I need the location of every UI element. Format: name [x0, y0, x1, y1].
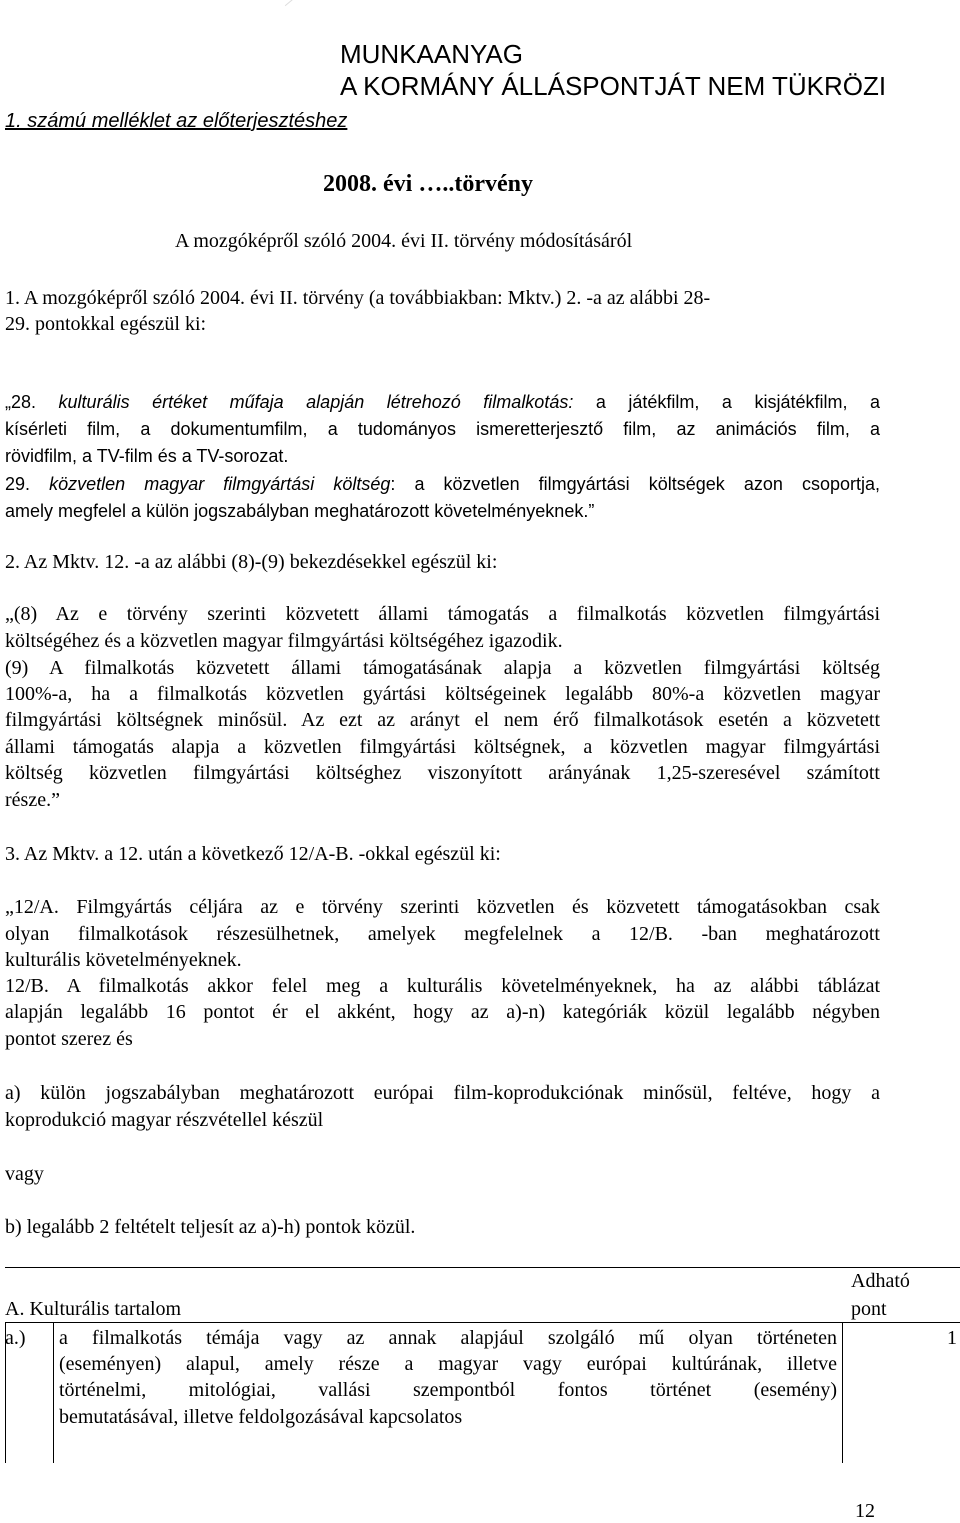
point-28-term: kulturális értéket műfaja alapján létrehozó filmalkotás:: [58, 392, 574, 412]
point-29-text: : a közvetlen filmgyártási költségek azon csoportja,: [390, 474, 880, 494]
or-label: vagy: [5, 1163, 44, 1185]
law-subtitle: A mozgóképről szóló 2004. évi II. törvény módosításáról: [175, 230, 633, 252]
condition-b-line: b) legalább 2 feltételt teljesít az a)-h) pontok közül.: [5, 1216, 416, 1238]
annex-label: 1. számú melléklet az előterjesztéshez: [5, 110, 348, 132]
para-9-line-3: filmgyártási költségnek minősül. Az ezt az arányt el nem érő filmalkotások esetén a közvetett: [5, 709, 880, 731]
para-12a-line-3: kulturális követelményeknek.: [5, 949, 242, 971]
para-9-line-5: költség közvetlen filmgyártási költséghez viszonyított arányának 1,25-szeresével számított: [5, 762, 880, 784]
table-header-left: A. Kulturális tartalom: [5, 1298, 182, 1320]
point-29-line-1: [5, 471, 880, 497]
point-29-line-2: amely megfelel a külön jogszabályban meghatározott követelményeknek.”: [5, 501, 595, 521]
table-header-points-1: Adható: [851, 1270, 910, 1292]
table-header-points-2: pont: [851, 1298, 887, 1320]
row-a-text-line-4: bemutatásával, illetve feldolgozásával kapcsolatos: [59, 1406, 463, 1428]
row-a-points: 1: [947, 1327, 957, 1349]
para-12b-line-1: 12/B. A filmalkotás akkor felel meg a kulturális követelményeknek, ha az alábbi táblázat: [5, 975, 880, 997]
draft-label: MUNKAANYAG: [340, 39, 523, 69]
para-12a-line-1: „12/A. Filmgyártás céljára az e törvény szerinti közvetlen és közvetett támogatásokban csak: [5, 896, 880, 918]
para-12b-line-3: pontot szerez és: [5, 1028, 133, 1050]
condition-a-line-1: a) külön jogszabályban meghatározott európai film-koprodukciónak minősül, feltéve, hogy a: [5, 1082, 880, 1104]
para-9-line-1: (9) A filmalkotás közvetett állami támogatásának alapja a közvetlen filmgyártási költség: [5, 657, 880, 679]
section-2-line: 2. Az Mktv. 12. -a az alábbi (8)-(9) bekezdésekkel egészül ki:: [5, 551, 498, 573]
table-col-divider-1: [53, 1322, 54, 1463]
row-a-text-line-1: a filmalkotás témája vagy az annak alapjául szolgáló mű olyan történeten: [59, 1327, 837, 1349]
point-28-line-2: kísérleti film, a dokumentumfilm, a tudományos ismeretterjesztő film, az animációs film, a: [5, 419, 880, 439]
para-8-line-1: „(8) Az e törvény szerinti közvetett állami támogatás a filmalkotás közvetlen filmgyártási: [5, 603, 880, 625]
section-1-line-1: 1. A mozgóképről szóló 2004. évi II. törvény (a továbbiakban: Mktv.) 2. -a az alábbi 28-: [5, 287, 711, 309]
point-29-term: közvetlen magyar filmgyártási költség: [49, 474, 391, 494]
point-28-text: a játékfilm, a kisjátékfilm, a: [573, 392, 880, 412]
condition-a-line-2: koprodukció magyar részvétellel készül: [5, 1109, 324, 1131]
row-a-text-line-3: történelmi, mitológiai, vallási szempontból fontos történet (esemény): [59, 1379, 837, 1401]
criteria-table: [5, 1267, 960, 1463]
section-1-line-2: 29. pontokkal egészül ki:: [5, 313, 207, 335]
para-12a-line-2: olyan filmalkotások részesülhetnek, amelyek megfelelnek a 12/B. -ban meghatározott: [5, 923, 880, 945]
para-8-line-2: költségéhez és a közvetlen magyar filmgyártási költségéhez igazodik.: [5, 630, 563, 652]
law-title: 2008. évi …..törvény: [323, 171, 533, 197]
section-3-line: 3. Az Mktv. a 12. után a következő 12/A-B. -okkal egészül ki:: [5, 843, 501, 865]
row-a-label: a.): [5, 1327, 26, 1349]
para-9-line-4: állami támogatás alapja a közvetlen filmgyártási költségnek, a közvetlen magyar filmgyártási: [5, 736, 880, 758]
para-12b-line-2: alapján legalább 16 pontot ér el akként, hogy az a)-n) kategóriák közül legalább négyben: [5, 1001, 880, 1023]
disclaimer-label: A KORMÁNY ÁLLÁSPONTJÁT NEM TÜKRÖZI: [340, 71, 887, 101]
point-28-line-1: [5, 389, 880, 415]
table-header-border: [5, 1322, 960, 1323]
table-col-divider-2: [842, 1322, 843, 1463]
page-number: 12: [855, 1500, 875, 1522]
point-28-line-3: rövidfilm, a TV-film és a TV-sorozat.: [5, 446, 289, 466]
point-28-number: „28.: [5, 392, 59, 412]
scan-mark: [285, 0, 293, 6]
row-a-text-line-2: (eseményen) alapul, amely része a magyar vagy európai kultúrának, illetve: [59, 1353, 837, 1375]
para-9-line-6: része.”: [5, 789, 60, 811]
point-29-number: 29.: [5, 474, 50, 494]
para-9-line-2: 100%-a, ha a filmalkotás közvetlen gyártási költségeinek legalább 80%-a közvetlen magyar: [5, 683, 880, 705]
table-top-border: [5, 1267, 960, 1268]
